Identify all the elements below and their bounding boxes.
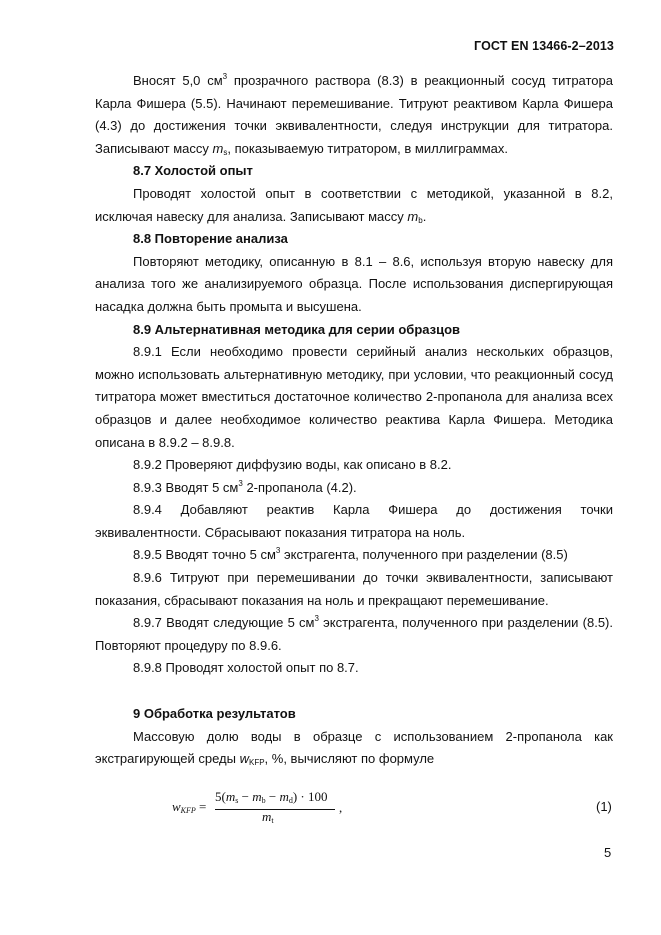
paragraph-8-7: Проводят холостой опыт в соответствии с методикой, указанной в 8.2, исключая навеску для анализа. Записывают массу $m_b$. — [95, 185, 613, 225]
paragraph-8-9-6: 8.9.6 Титруют при перемешивании до точки эквивалентности, записывают показания, сбрасывают показания на ноль и прекращают перемешивание. — [95, 570, 613, 608]
paragraph-8-9-7: 8.9.7 Вводят следующие 5 $см^3$ экстрагента, полученного при разделении (8.5). Повторяют процедуру по 8.9.6. — [95, 614, 613, 653]
page-number: 5 — [604, 845, 612, 860]
paragraph-8-9-3: 8.9.3 Вводят 5 $см^3$ 2-пропанола (4.2). — [133, 478, 357, 495]
paragraph-8-6-continuation: Вносят 5,0 $см^3$ прозрачного раствора (8.3) в реакционный сосуд титратора Карла Фишера (5.5). Начинают перемешивание. Титруют реактивом Карла Фишера (4.3) до достижения точки эквивалентности, следуя инструкции для титратора. Записывают массу $m_s$, показываемую титратором, в миллиграммах. — [95, 72, 614, 157]
section-heading-9: 9 Обработка результатов — [133, 706, 296, 722]
fraction-bar — [215, 809, 335, 810]
section-heading-8-8: 8.8 Повторение анализа — [133, 231, 288, 247]
paragraph-8-9-8: 8.9.8 Проводят холостой опыт по 8.7. — [133, 660, 359, 676]
formula-number: (1) — [596, 799, 612, 814]
page-body — [95, 70, 613, 771]
paragraph-8-9-1: 8.9.1 Если необходимо провести серийный анализ нескольких образцов, можно использовать альтернативную методику, при условии, что реакционный сосуд титратора может вместиться достаточное количество 2-пропанола для анализа всех образцов и далее необходимое количество реактива Карла Фишера. Методика описана в 8.9.2 – 8.9.8. — [95, 344, 613, 450]
section-heading-8-7: 8.7 Холостой опыт — [133, 163, 253, 179]
section-heading-8-9: 8.9 Альтернативная методика для серии образцов — [133, 321, 461, 337]
formula-lhs: $w_{KFP}$ = — [172, 799, 207, 815]
document-code-header: ГОСТ EN 13466-2–2013 — [474, 39, 614, 53]
paragraph-8-9-2: 8.9.2 Проверяют диффузию воды, как описано в 8.2. — [133, 457, 452, 473]
formula-1: $w_{KFP}$ = $5(m_s - m_b - m_d) \cdot 100$ $m_t$ , — [172, 789, 343, 825]
formula-numerator: $5(m_s - m_b - m_d) \cdot 100$ — [215, 789, 328, 805]
paragraph-8-8: Повторяют методику, описанную в 8.1 – 8.6, используя вторую навеску для анализа того же анализируемого образца. После использования диспергирующая насадка должна быть промыта и высушена. — [95, 253, 613, 314]
paragraph-9-intro: Массовую долю воды в образце с использованием 2-пропанола как экстрагирующей среды $w_{KFP}$, %, вычисляют по формуле — [95, 728, 613, 768]
paragraph-8-9-5: 8.9.5 Вводят точно 5 $см^3$ экстрагента, полученного при разделении (8.5) — [133, 546, 568, 563]
paragraph-8-9-4: 8.9.4 Добавляют реактив Карла Фишера до достижения точки эквивалентности. Cбрасывают показания титратора на ноль. — [95, 502, 613, 540]
formula-denominator: $m_t$ — [262, 809, 274, 825]
